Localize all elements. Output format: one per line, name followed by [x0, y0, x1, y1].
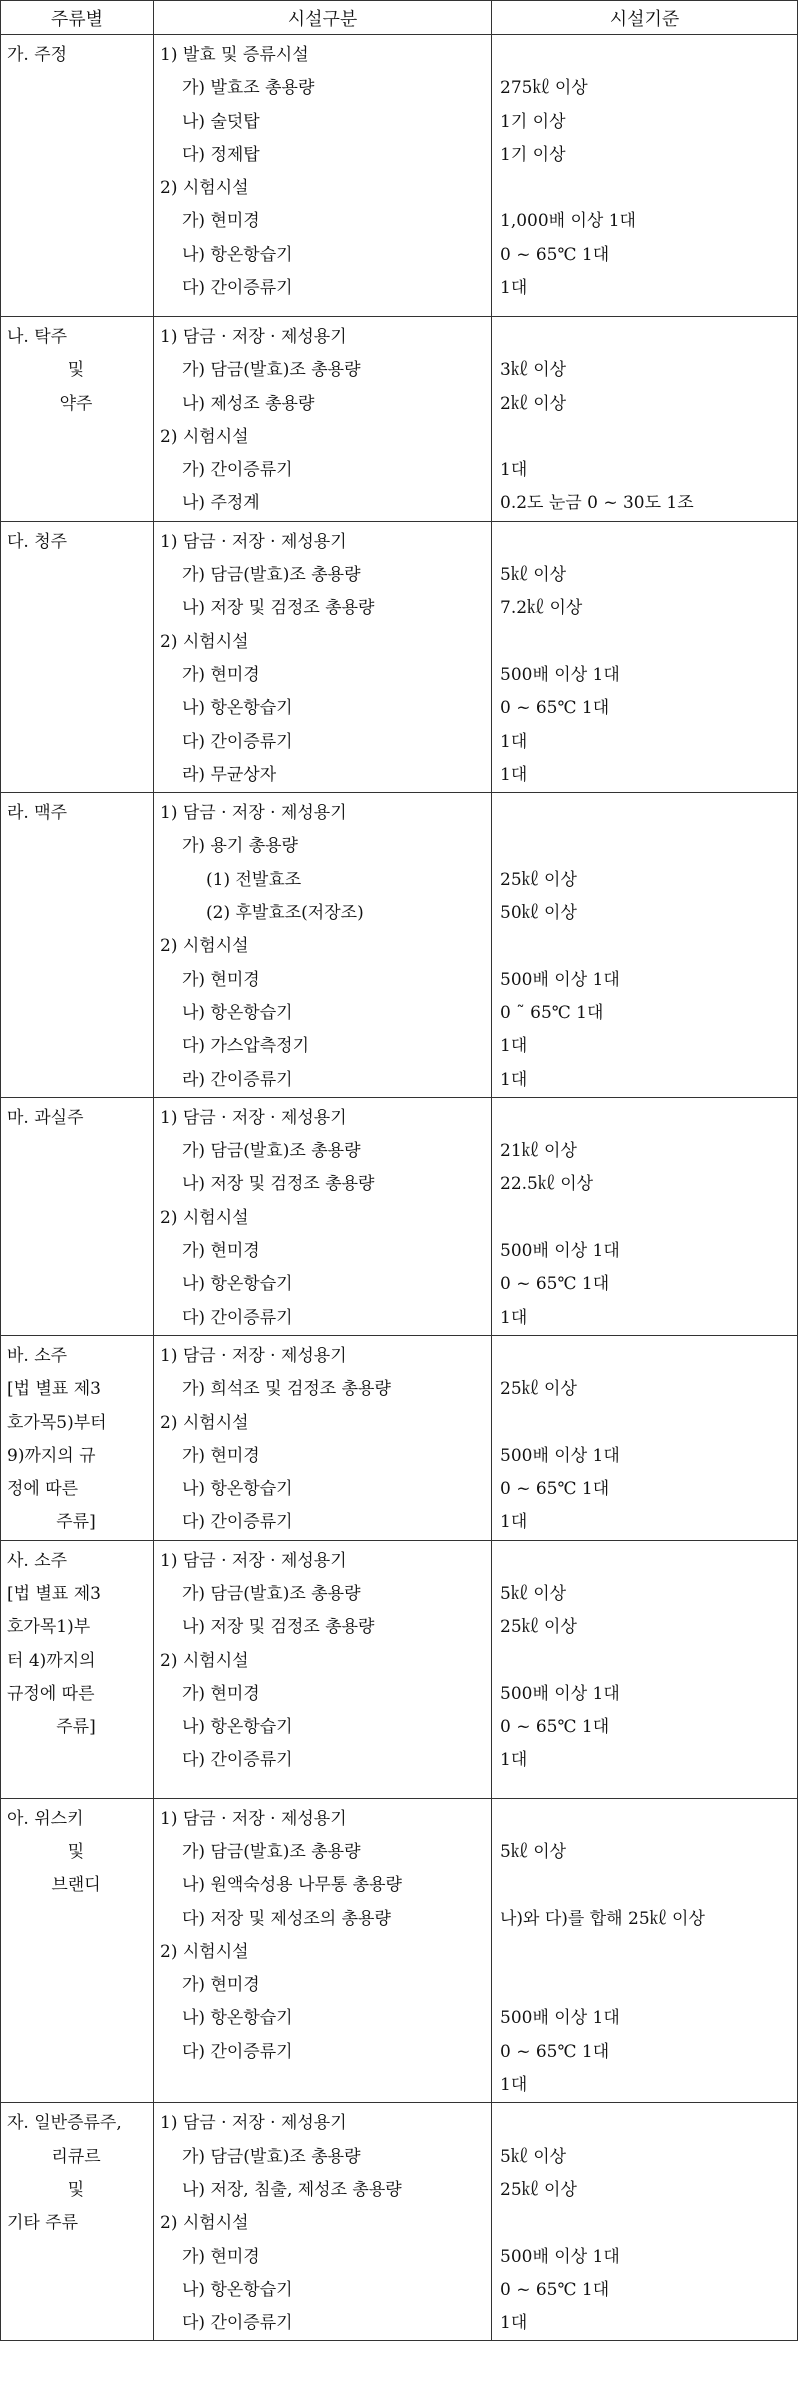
facility-cell: [154, 1097, 492, 1335]
category-line: 브랜디: [51, 1875, 101, 1896]
category-cell: [1, 317, 154, 522]
standard-value: 1,000배 이상 1대: [500, 211, 636, 232]
standard-value: [498, 1407, 789, 1440]
category-line: 아. 위스키: [7, 1808, 84, 1829]
standard-cell: [492, 317, 798, 522]
standard-cell: [492, 2103, 798, 2341]
standard-value: 25㎘ 이상: [500, 1379, 577, 1400]
category-cell: [1, 2103, 154, 2341]
facility-item: 라) 간이증류기: [182, 1069, 293, 1090]
standard-value: 500배 이상 1대: [500, 1241, 620, 1262]
facility-item: 가) 담금(발효)조 총용량: [182, 1141, 361, 1162]
standard-value: [498, 1202, 789, 1235]
table-row: [1, 317, 798, 522]
standard-value: 22.5㎘ 이상: [500, 1174, 594, 1195]
table-row: [1, 521, 798, 792]
standard-value: 1대: [500, 460, 528, 481]
standard-value: 500배 이상 1대: [500, 2008, 620, 2029]
facility-item: 1) 담금 · 저장 · 제성용기: [160, 327, 347, 347]
category-line: 호가목5)부터: [7, 1412, 107, 1433]
facility-item: 가) 현미경: [182, 664, 260, 685]
category-line: [법 별표 제3: [7, 1583, 101, 1604]
facility-item: 1) 발효 및 증류시설: [160, 45, 309, 65]
category-cell: [1, 521, 154, 792]
category-line: 및: [67, 2179, 85, 2200]
standard-value: 1대: [500, 278, 528, 299]
category-line: 주류]: [56, 1717, 96, 1738]
facility-item: 가) 현미경: [182, 2246, 260, 2267]
table-row: [1, 2103, 798, 2341]
standard-value: 1대: [500, 1750, 528, 1771]
facility-item: 2) 시험시설: [160, 631, 249, 652]
facility-item: 1) 담금 · 저장 · 제성용기: [160, 1345, 347, 1366]
standard-value: 1대: [500, 1036, 528, 1057]
standard-value: 1대: [500, 1069, 528, 1090]
category-cell: [1, 1335, 154, 1540]
standard-value: [498, 1803, 789, 1836]
standard-value: 0 ˜ 65℃ 1대: [500, 1002, 604, 1023]
standard-value: 7.2㎘ 이상: [500, 598, 583, 619]
category-line: 나. 탁주: [7, 327, 68, 347]
table-row: [1, 1798, 798, 2103]
table-row: [1, 35, 798, 317]
facility-item: 나) 제성조 총용량: [182, 393, 315, 414]
standard-value: 275㎘ 이상: [500, 78, 588, 99]
category-line: 리큐르: [51, 2146, 101, 2167]
standard-value: [498, 526, 789, 559]
category-cell: [1, 1097, 154, 1335]
standard-cell: [492, 521, 798, 792]
standard-value: 1기 이상: [500, 111, 566, 132]
standard-value: 2㎘ 이상: [500, 393, 567, 414]
facility-item: 가) 희석조 및 검정조 총용량: [182, 1379, 391, 1400]
facility-item: 2) 시험시설: [160, 1207, 249, 1228]
category-line: 기타 주류: [7, 2213, 79, 2234]
facility-cell: [154, 1540, 492, 1798]
standard-value: 3㎘ 이상: [500, 360, 567, 381]
standard-cell: [492, 1097, 798, 1335]
facility-item: 다) 간이증류기: [182, 2041, 293, 2062]
facility-item: 나) 저장, 침출, 제성조 총용량: [182, 2179, 402, 2200]
category-line: 바. 소주: [7, 1345, 68, 1366]
standard-value: [498, 1936, 789, 1969]
standard-value: 1대: [500, 2075, 528, 2096]
standard-value: 0 ~ 65℃ 1대: [500, 1274, 610, 1295]
standard-value: [498, 1340, 789, 1373]
standard-value: 500배 이상 1대: [500, 664, 620, 685]
category-line: 가. 주정: [7, 45, 68, 65]
standard-cell: [492, 1798, 798, 2103]
standard-value: 1대: [500, 1307, 528, 1328]
facility-item: 다) 가스압측정기: [182, 1036, 309, 1057]
facility-item: 다) 정제탑: [182, 144, 260, 165]
facility-item: 나) 주정계: [182, 493, 260, 514]
standard-value: 25㎘ 이상: [500, 2179, 577, 2200]
facility-item: 2) 시험시설: [160, 936, 249, 957]
table-body: [1, 35, 798, 2341]
facility-item: 가) 담금(발효)조 총용량: [182, 1583, 361, 1604]
standard-value: 21㎘ 이상: [500, 1141, 577, 1162]
facility-item: 나) 항온항습기: [182, 2279, 293, 2300]
facility-item: 가) 담금(발효)조 총용량: [182, 360, 361, 381]
table-row: [1, 1097, 798, 1335]
standard-cell: [492, 35, 798, 317]
standard-value: [498, 797, 789, 830]
facility-item: 가) 현미경: [182, 969, 260, 990]
standard-value: [498, 421, 789, 454]
facility-item: 가) 현미경: [182, 1241, 260, 1262]
header-row: [1, 1, 798, 35]
standard-value: [498, 1102, 789, 1135]
standard-value: [498, 39, 789, 72]
facility-item: 다) 간이증류기: [182, 2313, 293, 2334]
standard-value: [498, 626, 789, 659]
standard-value: 500배 이상 1대: [500, 969, 620, 990]
facility-cell: [154, 1335, 492, 1540]
facility-item: 가) 발효조 총용량: [182, 78, 315, 99]
standard-value: 50㎘ 이상: [500, 903, 577, 924]
facility-cell: [154, 2103, 492, 2341]
category-cell: [1, 35, 154, 317]
table-row: [1, 1540, 798, 1798]
standard-value: 5㎘ 이상: [500, 565, 567, 586]
standard-value: [498, 172, 789, 205]
facility-item: 나) 항온항습기: [182, 1274, 293, 1295]
facility-item: 나) 항온항습기: [182, 698, 293, 719]
standard-value: 25㎘ 이상: [500, 869, 577, 890]
category-line: 약주: [59, 393, 93, 414]
facility-item: 1) 담금 · 저장 · 제성용기: [160, 531, 347, 552]
category-line: [법 별표 제3: [7, 1379, 101, 1400]
facility-item: 나) 원액숙성용 나무통 총용량: [182, 1875, 402, 1896]
standard-value: 나)와 다)를 합해 25㎘ 이상: [500, 1908, 705, 1929]
category-line: 정에 따른: [7, 1479, 79, 1500]
standard-value: 0 ~ 65℃ 1대: [500, 244, 610, 265]
facility-item: 라) 무균상자: [182, 764, 277, 785]
standard-value: [498, 1645, 789, 1678]
standard-value: 5㎘ 이상: [500, 1841, 567, 1862]
facility-item: 다) 간이증류기: [182, 1307, 293, 1328]
facility-cell: [154, 317, 492, 522]
facility-item: 다) 저장 및 제성조의 총용량: [182, 1908, 391, 1929]
standard-value: 1대: [500, 1512, 528, 1533]
facility-item: 나) 저장 및 검정조 총용량: [182, 598, 375, 619]
facility-item: 다) 간이증류기: [182, 278, 293, 299]
category-line: 및: [67, 360, 85, 381]
standard-value: 0 ~ 65℃ 1대: [500, 1479, 610, 1500]
standard-value: [498, 1545, 789, 1578]
standard-value: [498, 930, 789, 963]
category-line: 규정에 따른: [7, 1683, 95, 1704]
standard-value: [498, 1869, 789, 1902]
standard-value: 0 ~ 65℃ 1대: [500, 2279, 610, 2300]
standard-value: 0.2도 눈금 0 ~ 30도 1조: [500, 493, 694, 514]
facility-item: 나) 항온항습기: [182, 1717, 293, 1738]
standard-value: 500배 이상 1대: [500, 1445, 620, 1466]
category-cell: [1, 793, 154, 1098]
standard-value: 1대: [500, 764, 528, 785]
standard-value: 500배 이상 1대: [500, 1683, 620, 1704]
facility-item: 나) 항온항습기: [182, 1479, 293, 1500]
category-line: 및: [67, 1841, 85, 1862]
category-line: 라. 맥주: [7, 803, 68, 824]
facility-cell: [154, 35, 492, 317]
facility-item: 가) 담금(발효)조 총용량: [182, 1841, 361, 1862]
header-category: 주류별: [1, 1, 154, 35]
header-standard: 시설기준: [492, 1, 798, 35]
facility-item: 가) 담금(발효)조 총용량: [182, 565, 361, 586]
facility-item: 1) 담금 · 저장 · 제성용기: [160, 1107, 347, 1128]
standard-value: 0 ~ 65℃ 1대: [500, 1717, 610, 1738]
facility-item: 다) 간이증류기: [182, 1512, 293, 1533]
standard-value: 5㎘ 이상: [500, 1583, 567, 1604]
standard-value: 25㎘ 이상: [500, 1617, 577, 1638]
standard-value: 1대: [500, 2313, 528, 2334]
standard-value: [498, 2107, 789, 2140]
facility-cell: [154, 521, 492, 792]
standard-value: 0 ~ 65℃ 1대: [500, 698, 610, 719]
facility-cell: [154, 793, 492, 1098]
category-line: 자. 일반증류주,: [7, 2113, 122, 2134]
table-row: [1, 793, 798, 1098]
standard-value: [498, 830, 789, 863]
facility-item: 1) 담금 · 저장 · 제성용기: [160, 1808, 347, 1829]
facility-item: (2) 후발효조(저장조): [206, 903, 364, 924]
standard-value: 1기 이상: [500, 144, 566, 165]
standard-value: 5㎘ 이상: [500, 2146, 567, 2167]
facility-item: 2) 시험시설: [160, 1412, 249, 1433]
category-line: 호가목1)부: [7, 1617, 91, 1638]
facility-item: 나) 저장 및 검정조 총용량: [182, 1617, 375, 1638]
category-line: 사. 소주: [7, 1550, 68, 1571]
standard-value: [498, 321, 789, 354]
category-line: 터 4)까지의: [7, 1650, 96, 1671]
facility-item: 1) 담금 · 저장 · 제성용기: [160, 2113, 347, 2134]
header-facility: 시설구분: [154, 1, 492, 35]
facility-item: 나) 술덧탑: [182, 111, 260, 132]
facility-item: 1) 담금 · 저장 · 제성용기: [160, 803, 347, 824]
category-cell: [1, 1540, 154, 1798]
facility-item: 가) 현미경: [182, 1445, 260, 1466]
facility-item: 가) 담금(발효)조 총용량: [182, 2146, 361, 2167]
standard-cell: [492, 1540, 798, 1798]
standard-cell: [492, 1335, 798, 1540]
category-line: 주류]: [56, 1512, 96, 1533]
facility-item: (1) 전발효조: [206, 869, 302, 890]
category-line: 마. 과실주: [7, 1107, 84, 1128]
facility-item: 다) 간이증류기: [182, 731, 293, 752]
facility-item: 2) 시험시설: [160, 1650, 249, 1671]
facility-item: 가) 용기 총용량: [182, 836, 298, 857]
facility-item: 2) 시험시설: [160, 426, 249, 447]
facility-item: 나) 항온항습기: [182, 2008, 293, 2029]
facility-item: 가) 간이증류기: [182, 460, 293, 481]
facility-item: 2) 시험시설: [160, 1941, 249, 1962]
standard-cell: [492, 793, 798, 1098]
standard-value: [498, 2207, 789, 2240]
category-line: 다. 청주: [7, 531, 68, 552]
facility-item: 나) 항온항습기: [182, 1002, 293, 1023]
category-cell: [1, 1798, 154, 2103]
facility-item: 2) 시험시설: [160, 178, 249, 199]
facility-item: 가) 현미경: [182, 1683, 260, 1704]
standard-value: 0 ~ 65℃ 1대: [500, 2041, 610, 2062]
facility-item: 나) 항온항습기: [182, 244, 293, 265]
facility-cell: [154, 1798, 492, 2103]
facility-item: 다) 간이증류기: [182, 1750, 293, 1771]
facility-item: 가) 현미경: [182, 1975, 260, 1996]
facility-item: 나) 저장 및 검정조 총용량: [182, 1174, 375, 1195]
facility-item: 1) 담금 · 저장 · 제성용기: [160, 1550, 347, 1571]
standard-value: 500배 이상 1대: [500, 2246, 620, 2267]
category-line: 9)까지의 규: [7, 1445, 96, 1466]
facility-item: 가) 현미경: [182, 211, 260, 232]
table-row: [1, 1335, 798, 1540]
facility-item: 2) 시험시설: [160, 2213, 249, 2234]
standard-value: 1대: [500, 731, 528, 752]
standard-value: [498, 1969, 789, 2002]
